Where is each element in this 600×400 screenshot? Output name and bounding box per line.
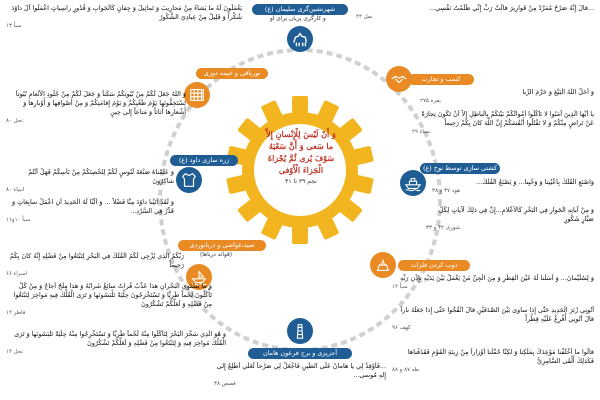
label-trade: کسب و تجارت xyxy=(408,74,474,85)
quote-iron-blocks-ref: کهف ۹۶ xyxy=(392,325,411,331)
quote-build-ark xyxy=(432,178,594,204)
label-fishing-sub: (قوائد دریاها) xyxy=(200,252,232,258)
quote-trade-permitted-ref: بقره ۲۷۵ xyxy=(420,98,441,104)
quote-subjugated-sea-text: وَ هُوَ الَّذِي سَخَّرَ الْبَحْرَ لِتَأْكُلُوا مِنْهُ لَحْماً طَرِيًّا وَ تَسْتَخْرِجُوا مِنْهُ حِلْيَةً تَلْبَسُونَها وَ تَرَى الْفُلْكَ مَواخِرَ فِيهِ وَ لِتَبْتَغُوا مِنْ فَضْلِهِ وَ لَعَلَّكُمْ تَشْكُرُونَ xyxy=(14,330,226,347)
quote-david-iron-ref: سبأ ۱۰و۱۱ xyxy=(6,217,31,223)
quote-haman-tower-text: ...فَأَوْقِدْ لِي يا هامانُ عَلَى الطِّينِ فَاجْعَلْ لِي صَرْحاً لَعَلِّي أَطَّلِعُ إِلى إِلهِ مُوسى... xyxy=(216,362,386,379)
ark-icon xyxy=(400,170,426,196)
quote-samiri xyxy=(392,348,594,396)
quote-build-ark-text: وَاصْنَعِ الْفُلْكَ بِأَعْيُنِنا وَ وَحْيِنا... وَ يَصْنَعُ الْفُلْكَ... xyxy=(476,178,594,186)
tent-weaving-icon xyxy=(184,82,210,108)
quote-molten-copper-text: وَ لِسُلَيْمانَ... وَ أَسَلْنا لَهُ عَيْنَ الْقِطْرِ وَ مِنَ الْجِنِّ مَنْ يَعْمَلُ بَيْنَ يَدَيْهِ بِإِذْنِ رَبِّهِ xyxy=(400,274,594,282)
quote-ships-sea-text: رَبُّكُمُ الَّذِي يُزْجِي لَكُمُ الْفُلْكَ فِي الْبَحْرِ لِتَبْتَغُوا مِنْ فَضْلِهِ إِنَّهُ كانَ بِكُمْ رَحِيماً xyxy=(9,252,184,269)
quote-glass-palace-text: ...قالَ إِنَّهُ صَرْحٌ مُمَرَّدٌ مِنْ قَوارِيرَ قالَتْ رَبِّ إِنِّي ظَلَمْتُ نَفْسِي... xyxy=(429,4,594,12)
quote-iron-blocks xyxy=(392,306,594,346)
label-fishing: صید،غواصی و دریانوردی xyxy=(178,240,266,251)
quote-armor-craft xyxy=(6,168,174,196)
quote-subjugated-sea-ref: نحل ۱۴ xyxy=(6,349,23,355)
quote-two-seas-text: وَ ما يَسْتَوِي الْبَحْرانِ هذا عَذْبٌ فُراتٌ سائِغٌ شَرابُهُ وَ هذا مِلْحٌ أُجاجٌ وَ مِنْ كُلٍّ تَأْكُلُونَ لَحْماً طَرِيًّا وَ تَسْتَخْرِجُونَ حِلْيَةً تَلْبَسُونَها وَ تَرَى الْفُلْكَ فِيهِ مَواخِرَ لِتَبْتَغُوا مِنْ فَضْلِهِ وَ لَعَلَّكُمْ تَشْكُرُونَ xyxy=(13,282,212,308)
quote-ships-signs xyxy=(426,206,594,246)
quote-solomon-works-text: يَعْمَلُونَ لَهُ ما يَشاءُ مِنْ مَحارِيبَ وَ تَماثِيلَ وَ جِفانٍ كَالْجَوابِ وَ قُدُورٍ راسِياتٍ اعْمَلُوا آلَ داوُدَ شُكْراً وَ قَلِيلٌ مِنْ عِبادِيَ الشَّكُورُ xyxy=(11,4,242,21)
quote-trade-consent-ref: نساء ۲۹ xyxy=(412,129,431,135)
label-armor: زره سازی داود (ع) xyxy=(170,155,238,166)
central-verse-ref: نجم ۳۹ تا ۴۱ xyxy=(285,178,317,185)
quote-haman-tower-ref: قصص ۳۸ xyxy=(214,381,236,387)
quote-homes-tents-text: وَ اللَّهُ جَعَلَ لَكُمْ مِنْ بُيُوتِكُمْ سَكَناً وَ جَعَلَ لَكُمْ مِنْ جُلُودِ الْأَنْعامِ بُيُوتاً تَسْتَخِفُّونَها يَوْمَ ظَعْنِكُمْ وَ يَوْمَ إِقامَتِكُمْ وَ مِنْ أَصْوافِها وَ أَوْبارِها وَ أَشْعارِها أَثاثاً وَ مَتاعاً إِلى حِينٍ xyxy=(15,90,186,116)
quote-armor-craft-ref: انبیاء ۸۰ xyxy=(6,187,25,193)
label-solomon: شهرنشین‌گری سلیمان (ع) xyxy=(252,4,348,15)
quote-ships-signs-text: وَ مِنْ آياتِهِ الْجَوارِ فِي الْبَحْرِ كَالْأَعْلامِ...إِنَّ فِي ذلِكَ لَآياتٍ لِكُلِّ صَبَّارٍ شَكُورٍ xyxy=(438,206,594,223)
quote-ships-sea-ref: اسراء ۶۶ xyxy=(6,271,27,277)
label-haman: آجرپزی و برج فرعون هامان xyxy=(248,348,352,359)
quote-samiri-ref: طه ۸۷ و ۸۸ xyxy=(392,367,420,373)
quote-iron-blocks-text: آتُونِي زُبَرَ الْحَدِيدِ حَتَّى إِذا ساوى بَيْنَ الصَّدَفَيْنِ قالَ انْفُخُوا حَتَّى إِذا جَعَلَهُ ناراً قالَ آتُونِي أُفْرِغْ عَلَيْهِ قِطْراً xyxy=(400,306,594,323)
quote-trade-consent-text: يا أَيُّهَا الَّذِينَ آمَنُوا لا تَأْكُلُوا أَمْوالَكُمْ بَيْنَكُمْ بِالْباطِلِ إِلاَّ أَنْ تَكُونَ تِجارَةً عَنْ تَراضٍ مِنْكُمْ وَ لا تَقْتُلُوا أَنْفُسَكُمْ إِنَّ اللَّهَ كانَ بِكُمْ رَحِيماً xyxy=(421,110,594,127)
label-tent: نورباقی و خیمه دوزی xyxy=(196,68,268,79)
quote-solomon-works xyxy=(6,4,242,48)
quote-solomon-works-ref: سبأ ۱۳ xyxy=(6,23,22,29)
quote-david-iron-text: وَ لَقَدْ آتَيْنا داوُدَ مِنَّا فَضْلاً ... وَ أَلَنَّا لَهُ الْحَدِيدَ أَنِ اعْمَلْ سابِغاتٍ وَ قَدِّرْ فِي السَّرْدِ... xyxy=(12,198,174,215)
quote-two-seas xyxy=(6,282,212,328)
camel-icon xyxy=(287,26,313,52)
quote-molten-copper-ref: سبأ ۱۲ xyxy=(392,284,408,290)
central-verse xyxy=(262,128,340,188)
armor-icon xyxy=(176,167,202,193)
quote-david-iron xyxy=(6,198,174,238)
quote-trade-permitted-text: وَ أَحَلَّ اللَّهُ الْبَيْعَ وَ حَرَّمَ الرِّبا xyxy=(522,88,594,96)
quote-subjugated-sea xyxy=(6,330,226,368)
label-metals: ذوب کردن فلزات xyxy=(398,260,470,271)
quote-build-ark-ref: هود ۳۷ و ۳۸ xyxy=(432,188,460,194)
quote-haman-tower xyxy=(214,362,386,398)
quote-trade-permitted xyxy=(420,88,594,108)
quote-armor-craft-text: وَ عَلَّمْناهُ صَنْعَةَ لَبُوسٍ لَكُمْ لِتُحْصِنَكُمْ مِنْ بَأْسِكُمْ فَهَلْ أَنْتُمْ شاكِرُونَ xyxy=(28,168,174,185)
label-solomon-sub: و کارگری پریان برای او xyxy=(270,16,326,22)
quote-homes-tents-ref: نحل ۸۰ xyxy=(6,118,23,124)
quote-ships-signs-ref: شوری ۳۲ و ۳۳ xyxy=(426,225,461,231)
quote-glass-palace xyxy=(356,4,594,44)
quote-two-seas-ref: فاطر ۱۲ xyxy=(6,310,26,316)
quote-ships-sea xyxy=(6,252,184,280)
quote-homes-tents xyxy=(6,90,186,154)
quote-glass-palace-ref: نمل ۴۴ xyxy=(356,14,373,20)
central-verse-text: وَ أَنْ لَيْسَ لِلْإِنْسانِ إِلاَّ ما سَعى ‌ﻭَ أَنَّ سَعْيَهُ سَوْفَ يُرى ثُمَّ يُجْزاهُ الْجَزاءَ الْأَوْفى xyxy=(266,129,336,175)
tower-icon xyxy=(287,318,313,344)
quote-molten-copper xyxy=(392,274,594,304)
label-noah: کشتی سازی توسط نوح (ع) xyxy=(420,163,500,174)
quote-samiri-text: قالُوا ما أَخْلَفْنا مَوْعِدَكَ بِمَلْكِنا وَ لكِنَّا حُمِّلْنا أَوْزاراً مِنْ زِينَةِ الْقَوْمِ فَقَذَفْناها فَكَذلِكَ أَلْقَى السَّامِرِيُّ xyxy=(407,348,594,365)
quote-trade-consent xyxy=(412,110,594,160)
